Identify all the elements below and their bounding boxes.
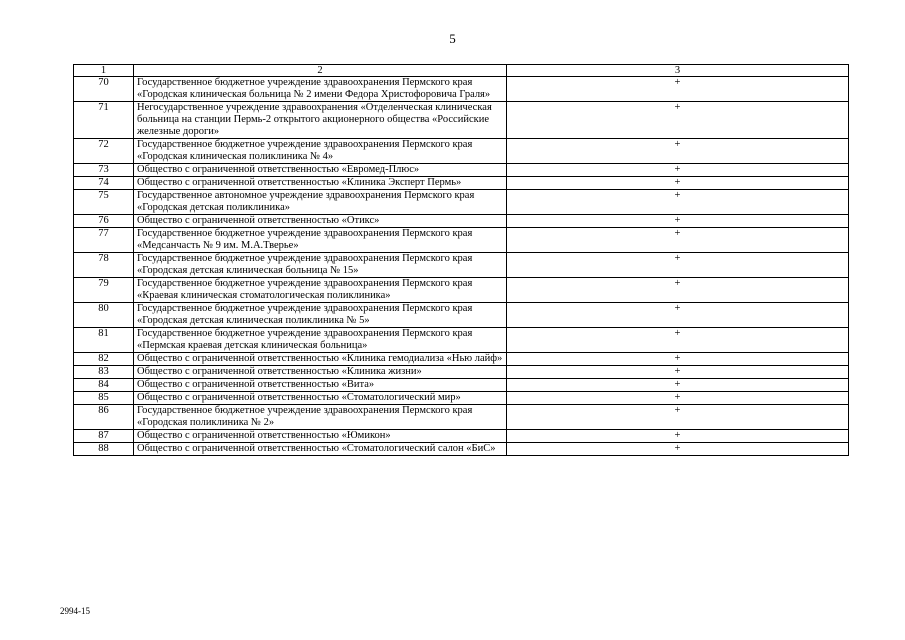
- table-row: [74, 177, 849, 190]
- inclusion-mark-cell: +: [507, 353, 849, 366]
- organization-name-cell: Государственное автономное учреждение здравоохранения Пермского края «Городская детская поликлиника»: [134, 190, 507, 215]
- table-row: [74, 215, 849, 228]
- organization-name-cell: Общество с ограниченной ответственностью «Юмикон»: [134, 430, 507, 443]
- row-number-cell: 72: [74, 139, 134, 164]
- row-number-cell: 85: [74, 392, 134, 405]
- organization-name-cell: Государственное бюджетное учреждение здравоохранения Пермского края «Городская клиническая поликлиника № 4»: [134, 139, 507, 164]
- inclusion-mark-cell: +: [507, 278, 849, 303]
- row-number-cell: 82: [74, 353, 134, 366]
- document-code: 2994-15: [60, 606, 90, 616]
- row-number-cell: 76: [74, 215, 134, 228]
- inclusion-mark-cell: +: [507, 215, 849, 228]
- row-number-cell: 78: [74, 253, 134, 278]
- row-number-cell: 71: [74, 102, 134, 139]
- organizations-table: [73, 64, 849, 456]
- table-row: [74, 77, 849, 102]
- inclusion-mark-cell: +: [507, 190, 849, 215]
- header-cell-name: 2: [134, 65, 507, 77]
- table-row: [74, 353, 849, 366]
- organization-name-cell: Государственное бюджетное учреждение здравоохранения Пермского края «Городская детская клиническая больница № 15»: [134, 253, 507, 278]
- table-header-row: [74, 65, 849, 77]
- header-cell-mark: 3: [507, 65, 849, 77]
- inclusion-mark-cell: +: [507, 253, 849, 278]
- inclusion-mark-cell: +: [507, 405, 849, 430]
- table-row: [74, 392, 849, 405]
- organization-name-cell: Государственное бюджетное учреждение здравоохранения Пермского края «Краевая клиническая стоматологическая поликлиника»: [134, 278, 507, 303]
- table-row: [74, 405, 849, 430]
- table-row: [74, 328, 849, 353]
- header-cell-number: 1: [74, 65, 134, 77]
- table-row: [74, 379, 849, 392]
- table-row: [74, 190, 849, 215]
- organization-name-cell: Общество с ограниченной ответственностью «Стоматологический салон «БиС»: [134, 443, 507, 456]
- organization-name-cell: Общество с ограниченной ответственностью «Вита»: [134, 379, 507, 392]
- organization-name-cell: Государственное бюджетное учреждение здравоохранения Пермского края «Пермская краевая детская клиническая больница»: [134, 328, 507, 353]
- table-body: [74, 65, 849, 456]
- table-row: [74, 443, 849, 456]
- inclusion-mark-cell: +: [507, 392, 849, 405]
- organization-name-cell: Общество с ограниченной ответственностью «Клиника жизни»: [134, 366, 507, 379]
- row-number-cell: 70: [74, 77, 134, 102]
- inclusion-mark-cell: +: [507, 430, 849, 443]
- inclusion-mark-cell: +: [507, 228, 849, 253]
- inclusion-mark-cell: +: [507, 443, 849, 456]
- organization-name-cell: Общество с ограниченной ответственностью «Клиника Эксперт Пермь»: [134, 177, 507, 190]
- row-number-cell: 74: [74, 177, 134, 190]
- organization-name-cell: Государственное бюджетное учреждение здравоохранения Пермского края «Городская детская клиническая поликлиника № 5»: [134, 303, 507, 328]
- row-number-cell: 75: [74, 190, 134, 215]
- organization-name-cell: Негосударственное учреждение здравоохранения «Отделенческая клиническая больница на станции Пермь-2 открытого акционерного общества «Российские железные дороги»: [134, 102, 507, 139]
- row-number-cell: 79: [74, 278, 134, 303]
- inclusion-mark-cell: +: [507, 77, 849, 102]
- page-number: 5: [449, 31, 456, 46]
- inclusion-mark-cell: +: [507, 164, 849, 177]
- row-number-cell: 83: [74, 366, 134, 379]
- organization-name-cell: Общество с ограниченной ответственностью «Клиника гемодиализа «Нью лайф»: [134, 353, 507, 366]
- table-row: [74, 430, 849, 443]
- row-number-cell: 88: [74, 443, 134, 456]
- organization-name-cell: Государственное бюджетное учреждение здравоохранения Пермского края «Городская клиническая больница № 2 имени Федора Христофоровича Граля»: [134, 77, 507, 102]
- row-number-cell: 80: [74, 303, 134, 328]
- row-number-cell: 87: [74, 430, 134, 443]
- table-row: [74, 366, 849, 379]
- inclusion-mark-cell: +: [507, 328, 849, 353]
- inclusion-mark-cell: +: [507, 102, 849, 139]
- table-row: [74, 253, 849, 278]
- inclusion-mark-cell: +: [507, 379, 849, 392]
- inclusion-mark-cell: +: [507, 177, 849, 190]
- row-number-cell: 73: [74, 164, 134, 177]
- organization-name-cell: Общество с ограниченной ответственностью «Отикс»: [134, 215, 507, 228]
- inclusion-mark-cell: +: [507, 303, 849, 328]
- row-number-cell: 84: [74, 379, 134, 392]
- organization-name-cell: Общество с ограниченной ответственностью «Стоматологический мир»: [134, 392, 507, 405]
- organization-name-cell: Государственное бюджетное учреждение здравоохранения Пермского края «Медсанчасть № 9 им. М.А.Тверье»: [134, 228, 507, 253]
- table-row: [74, 139, 849, 164]
- row-number-cell: 86: [74, 405, 134, 430]
- inclusion-mark-cell: +: [507, 139, 849, 164]
- row-number-cell: 77: [74, 228, 134, 253]
- table-row: [74, 164, 849, 177]
- organization-name-cell: Общество с ограниченной ответственностью «Евромед-Плюс»: [134, 164, 507, 177]
- table-row: [74, 102, 849, 139]
- inclusion-mark-cell: +: [507, 366, 849, 379]
- table-row: [74, 278, 849, 303]
- table-row: [74, 303, 849, 328]
- row-number-cell: 81: [74, 328, 134, 353]
- table-row: [74, 228, 849, 253]
- organization-name-cell: Государственное бюджетное учреждение здравоохранения Пермского края «Городская поликлиника № 2»: [134, 405, 507, 430]
